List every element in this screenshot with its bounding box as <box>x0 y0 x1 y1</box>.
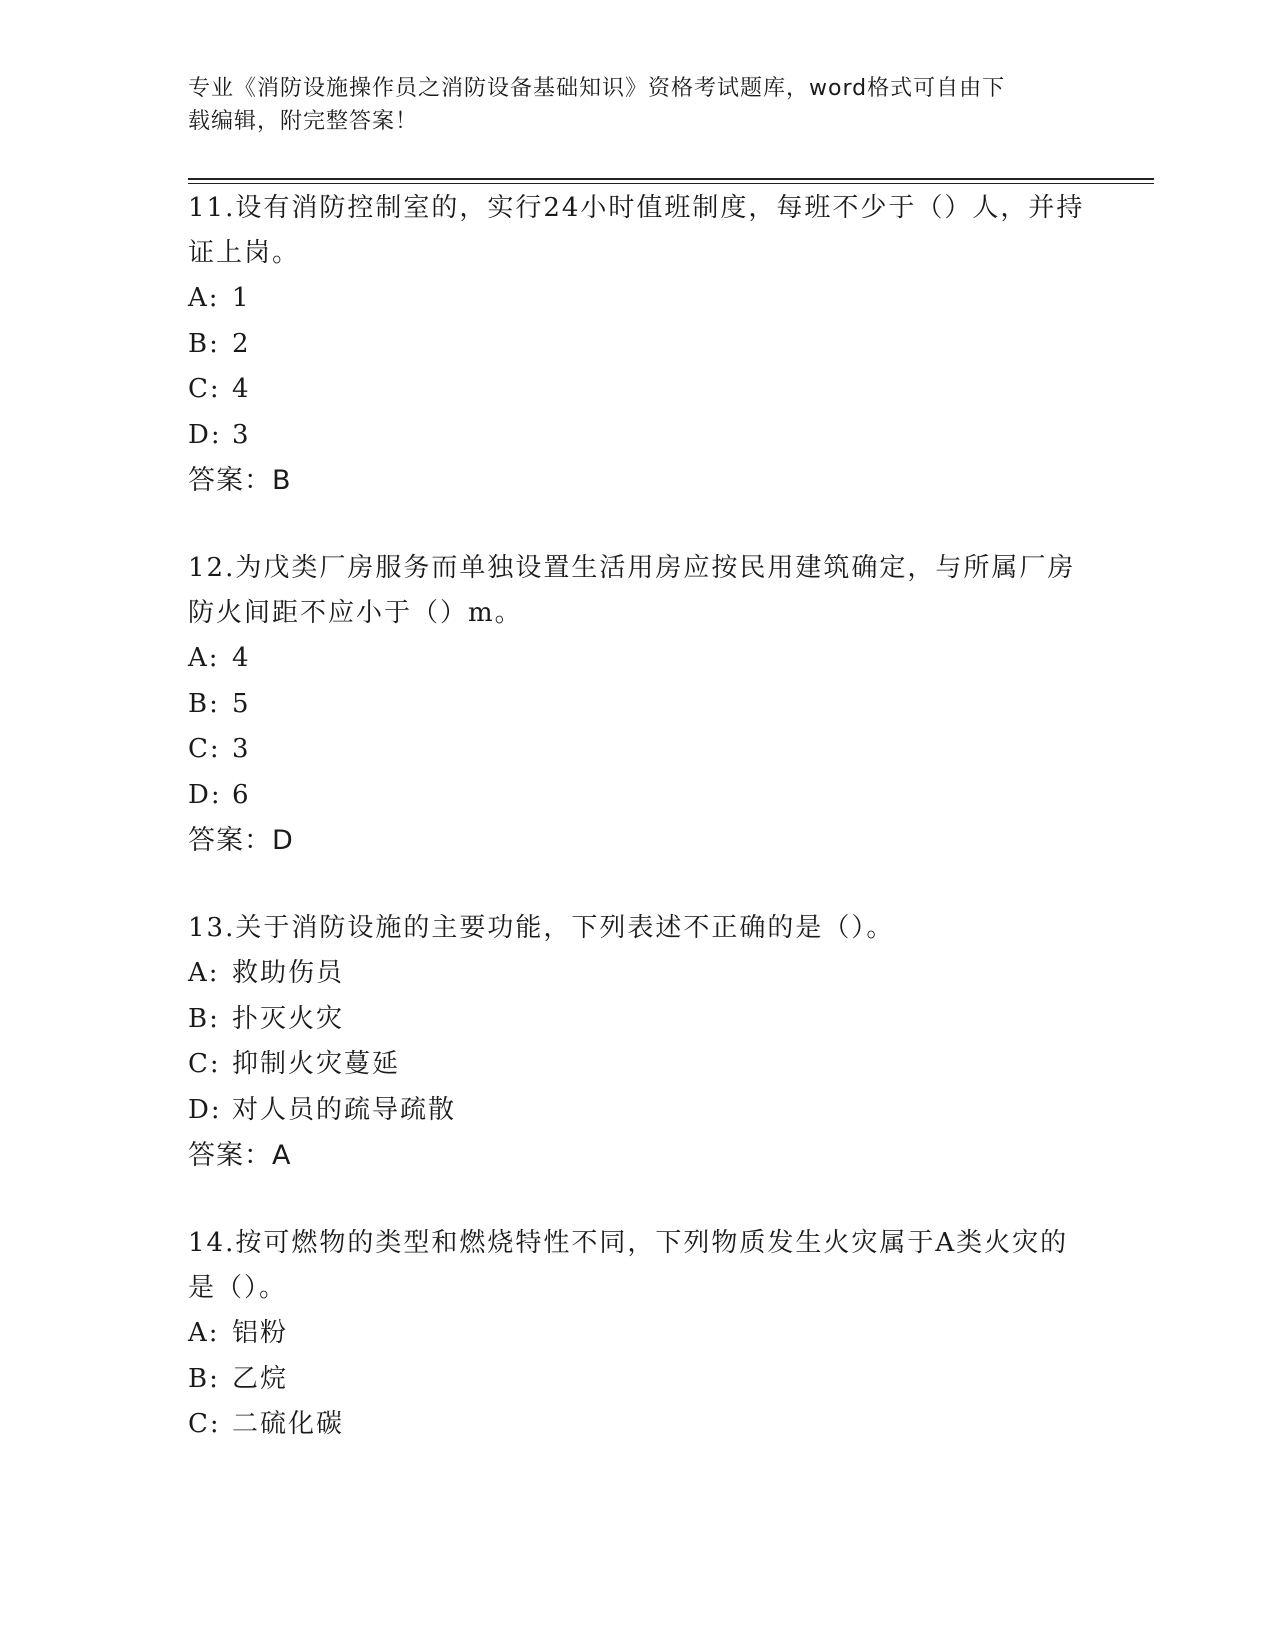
option-letter: B: <box>188 1003 220 1034</box>
document-header <box>188 72 1068 138</box>
option-text: 6 <box>232 779 251 810</box>
option-letter: A: <box>188 1318 220 1348</box>
option-text: 救助伤员 <box>232 958 345 988</box>
option-letter: D: <box>188 1094 222 1125</box>
answer-line: 答案：A <box>188 1140 292 1171</box>
option-c <box>188 1402 1088 1448</box>
header-divider-thin <box>188 183 1154 184</box>
option-letter: C: <box>188 734 221 764</box>
option-text: 乙烷 <box>232 1363 289 1394</box>
option-text: 抑制火灾蔓延 <box>232 1049 401 1079</box>
option-c <box>188 727 1088 773</box>
answer-line: 答案：B <box>188 465 292 496</box>
option-b <box>188 1357 1088 1403</box>
question-13 <box>188 906 1088 1178</box>
option-letter: B: <box>188 328 220 359</box>
answer-line: 答案：D <box>188 825 294 856</box>
option-d <box>188 1088 1088 1134</box>
option-text: 对人员的疏导疏散 <box>232 1094 457 1125</box>
option-a <box>188 1311 1088 1357</box>
question-12 <box>188 546 1088 863</box>
option-letter: D: <box>188 779 222 810</box>
option-a <box>188 951 1088 997</box>
option-d <box>188 413 1088 459</box>
header-divider-thick <box>188 178 1154 180</box>
question-list <box>188 186 1088 1491</box>
option-text: 5 <box>232 688 251 719</box>
question-text: 14.按可燃物的类型和燃烧特性不同，下列物质发生火灾属于A类火灾的是（）。 <box>188 1228 1069 1303</box>
option-text: 3 <box>232 734 251 764</box>
question-text: 12.为戊类厂房服务而单独设置生活用房应按民用建筑确定，与所属厂房防火间距不应小于（）m。 <box>188 553 1076 628</box>
option-letter: B: <box>188 1363 220 1394</box>
option-text: 1 <box>232 283 251 313</box>
option-text: 铝粉 <box>232 1318 289 1348</box>
header-line-2: 载编辑，附完整答案！ <box>188 109 419 134</box>
option-letter: A: <box>188 958 220 988</box>
header-line-1: 专业《消防设施操作员之消防设备基础知识》资格考试题库，word格式可自由下 <box>188 76 1006 101</box>
option-letter: A: <box>188 283 220 313</box>
option-text: 二硫化碳 <box>232 1409 345 1439</box>
option-letter: D: <box>188 419 222 450</box>
option-b <box>188 682 1088 728</box>
option-text: 3 <box>232 419 251 450</box>
question-11 <box>188 186 1088 503</box>
question-text: 13.关于消防设施的主要功能，下列表述不正确的是（）。 <box>188 913 895 943</box>
option-text: 4 <box>232 643 251 673</box>
option-letter: C: <box>188 374 221 404</box>
option-c <box>188 1042 1088 1088</box>
option-a <box>188 276 1088 322</box>
option-letter: C: <box>188 1409 221 1439</box>
option-text: 扑灭火灾 <box>232 1003 345 1034</box>
question-14 <box>188 1221 1088 1448</box>
option-d <box>188 773 1088 819</box>
option-letter: B: <box>188 688 220 719</box>
question-text: 11.设有消防控制室的，实行24小时值班制度，每班不少于（）人，并持证上岗。 <box>188 193 1085 268</box>
option-b <box>188 322 1088 368</box>
option-a <box>188 636 1088 682</box>
option-b <box>188 997 1088 1043</box>
option-text: 4 <box>232 374 251 404</box>
option-text: 2 <box>232 328 251 359</box>
option-letter: C: <box>188 1049 221 1079</box>
option-letter: A: <box>188 643 220 673</box>
option-c <box>188 367 1088 413</box>
